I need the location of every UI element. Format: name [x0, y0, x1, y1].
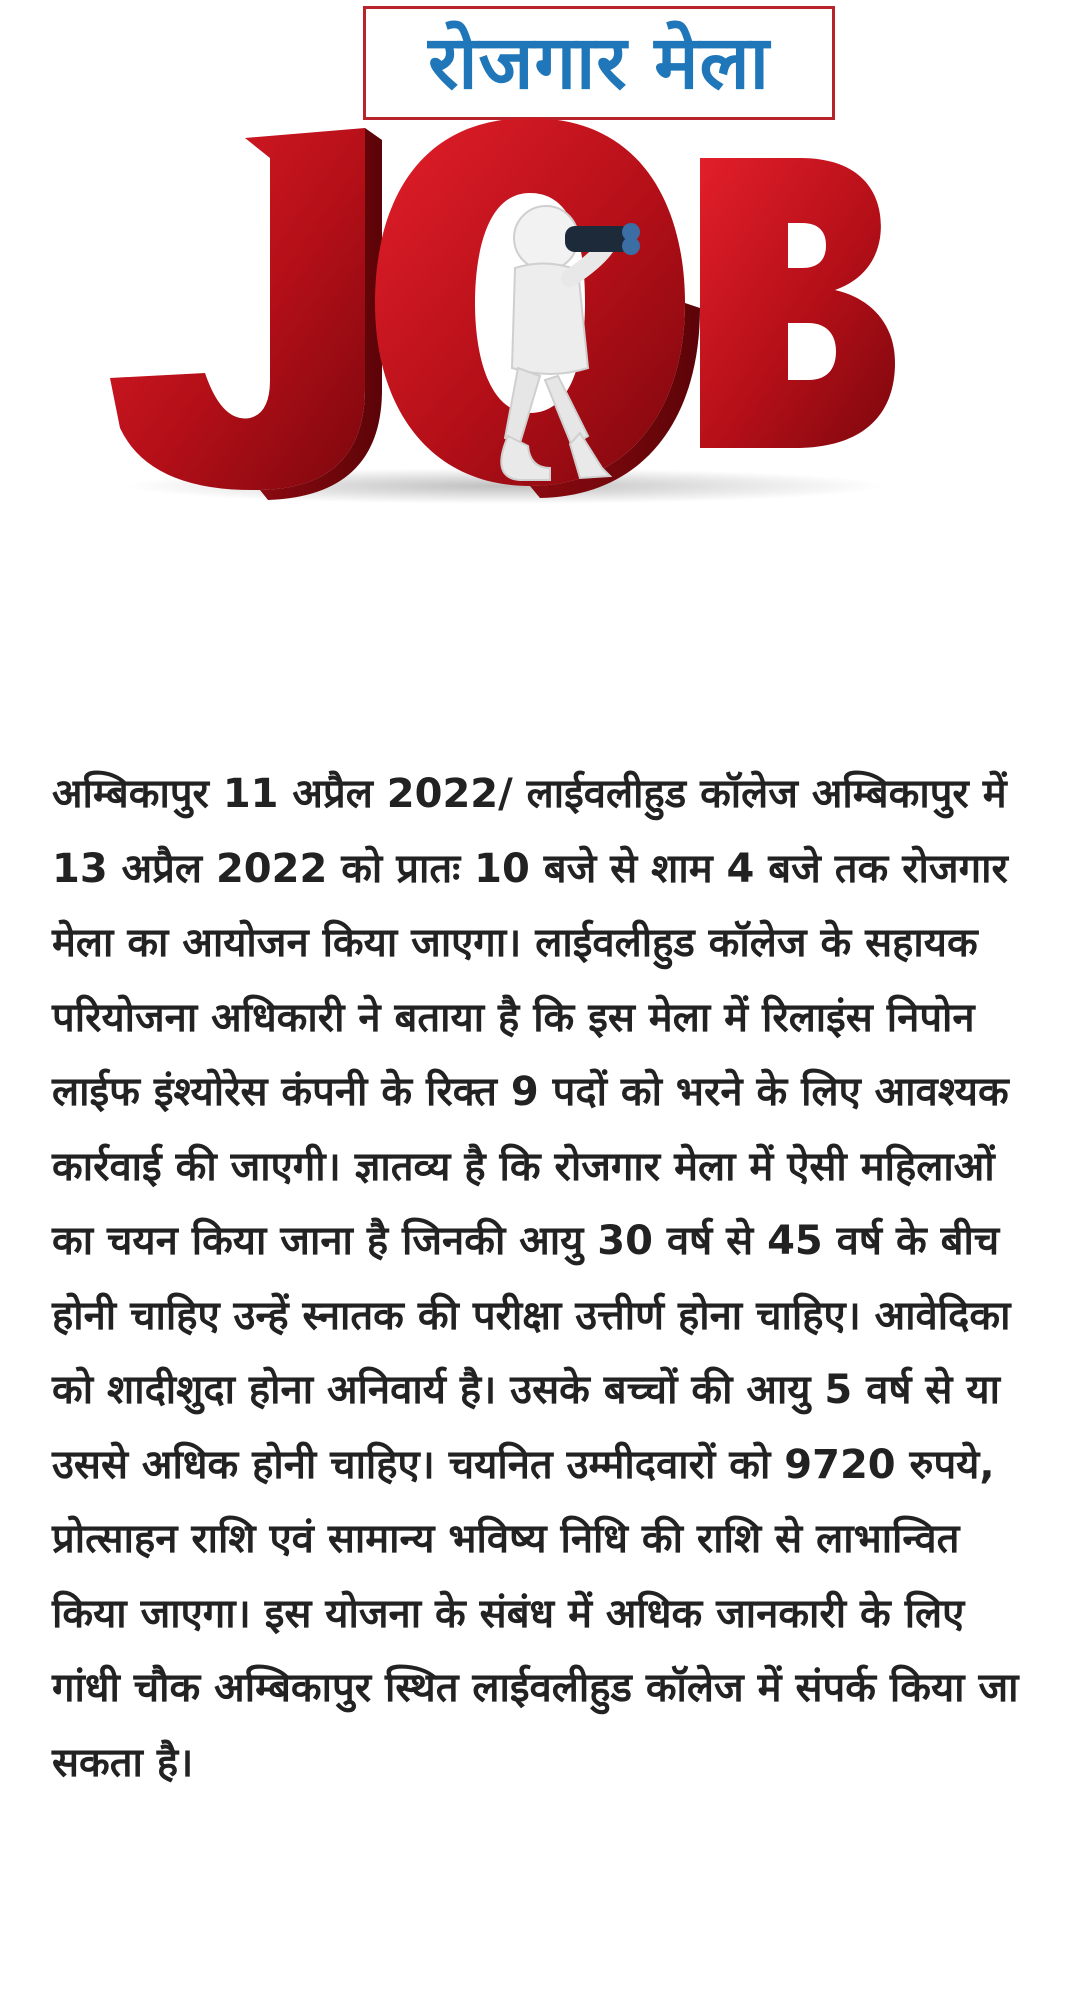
news-article-body: अम्बिकापुर 11 अप्रैल 2022/ लाईवलीहुड कॉलेज अम्बिकापुर में 13 अप्रैल 2022 को प्रातः 10 बजे से शाम 4 बजे तक रोजगार मेला का आयोजन किया जाएगा। लाईवलीहुड कॉलेज के सहायक परियोजना अधिकारी ने बताया है कि इस मेला में रिलाइंस निपोन लाईफ इंश्योरेस कंपनी के रिक्त 9 पदों को भरने के लिए आवश्यक कार्रवाई की जाएगी। ज्ञातव्य है कि रोजगार मेला में ऐसी महिलाओं का चयन किया जाना है जिनकी आयु 30 वर्ष से 45 वर्ष के बीच होनी चाहिए उन्हें स्नातक की परीक्षा उत्तीर्ण होना चाहिए। आवेदिका को शादीशुदा होना अनिवार्य है। उसके बच्चों की आयु 5 वर्ष से या उससे अधिक होनी चाहिए। चयनित उम्मीदवारों को 9720 रुपये, प्रोत्साहन राशि एवं सामान्य भविष्य निधि की राशि से लाभान्वित किया जाएगा। इस योजना के संबंध में अधिक जानकारी के लिए गांधी चौक अम्बिकापुर स्थित लाईवलीहुड कॉलेज में संपर्क किया जा सकता है। [52, 771, 1019, 1786]
binoculars-icon [565, 226, 631, 252]
letter-b [700, 158, 895, 448]
letter-j [110, 128, 382, 500]
banner-title-box [363, 6, 835, 120]
job-fair-banner [0, 0, 1080, 520]
job-logo-illustration [110, 118, 900, 508]
banner-title: रोजगार मेला [428, 20, 770, 106]
